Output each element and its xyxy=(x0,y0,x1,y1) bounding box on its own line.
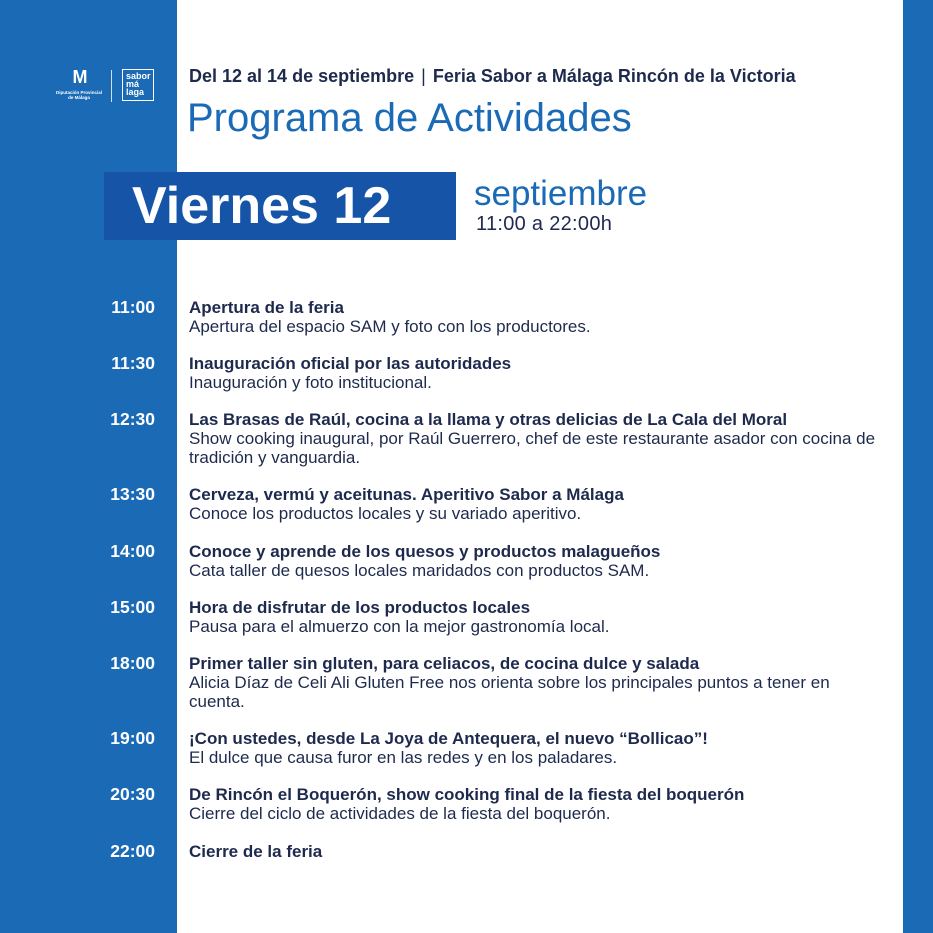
schedule-item xyxy=(189,410,889,467)
schedule-item xyxy=(189,354,889,392)
event-dates: Del 12 al 14 de septiembre xyxy=(189,66,415,86)
schedule-item-title: Conoce y aprende de los quesos y productos malagueños xyxy=(189,542,661,561)
schedule-item xyxy=(189,842,889,861)
schedule-time: 20:30 xyxy=(110,784,155,804)
schedule-item-title: ¡Con ustedes, desde La Joya de Antequera, el nuevo “Bollicao”! xyxy=(189,729,708,748)
header-separator: | xyxy=(421,66,426,86)
sabor-a-malaga-logo xyxy=(122,69,154,101)
logos xyxy=(54,68,164,108)
schedule-time: 18:00 xyxy=(110,653,155,673)
logo-divider xyxy=(111,70,112,102)
sam-line: laga xyxy=(126,87,145,97)
schedule-item-description: Apertura del espacio SAM y foto con los productores. xyxy=(189,317,591,336)
schedule-item xyxy=(189,785,889,823)
schedule-item xyxy=(189,729,889,767)
schedule-item xyxy=(189,542,889,580)
schedule-time: 19:00 xyxy=(110,728,155,748)
schedule-time: 15:00 xyxy=(110,597,155,617)
schedule-item-description: El dulce que causa furor en las redes y en los paladares. xyxy=(189,748,618,767)
schedule-item-description: Cierre del ciclo de actividades de la fiesta del boquerón. xyxy=(189,804,611,823)
schedule-item xyxy=(189,298,889,336)
right-blue-band xyxy=(903,0,933,933)
program-title: Programa de Actividades xyxy=(187,96,632,140)
schedule-item-description: Pausa para el almuerzo con la mejor gastronomía local. xyxy=(189,617,610,636)
schedule-time: 11:00 xyxy=(111,297,155,317)
schedule-item xyxy=(189,598,889,636)
schedule-time: 22:00 xyxy=(110,841,155,861)
day-month: septiembre xyxy=(474,174,648,213)
schedule-item-description: Alicia Díaz de Celi Ali Gluten Free nos orienta sobre los principales puntos a tener en cuenta. xyxy=(189,673,830,711)
schedule-time: 13:30 xyxy=(110,484,155,504)
diputacion-text: Diputación Provincial de Málaga xyxy=(55,90,102,100)
diputacion-mark: M xyxy=(72,67,86,87)
schedule-item-description: Inauguración y foto institucional. xyxy=(189,373,432,392)
diputacion-logo xyxy=(54,68,104,108)
schedule-item-title: Inauguración oficial por las autoridades xyxy=(189,354,512,373)
schedule-item-description: Conoce los productos locales y su variado aperitivo. xyxy=(189,504,582,523)
day-hours: 11:00 a 22:00h xyxy=(476,213,613,235)
schedule-item-title: Las Brasas de Raúl, cocina a la llama y otras delicias de La Cala del Moral xyxy=(189,410,788,429)
schedule-item-title: De Rincón el Boquerón, show cooking final de la fiesta del boquerón xyxy=(189,785,745,804)
schedule-time: 11:30 xyxy=(111,353,155,373)
schedule-item-title: Apertura de la feria xyxy=(189,298,344,317)
sam-line: sabor xyxy=(126,71,151,81)
schedule-item xyxy=(189,654,889,711)
sam-line: má xyxy=(126,79,140,89)
schedule-item-description: Cata taller de quesos locales maridados con productos SAM. xyxy=(189,561,650,580)
event-name: Feria Sabor a Málaga Rincón de la Victoria xyxy=(432,66,796,86)
schedule-item-title: Cierre de la feria xyxy=(189,842,323,861)
schedule-item-title: Primer taller sin gluten, para celiacos, de cocina dulce y salada xyxy=(189,654,700,673)
day-label: Viernes 12 xyxy=(104,172,456,240)
schedule-item-title: Hora de disfrutar de los productos locales xyxy=(189,598,531,617)
schedule-item-description: Show cooking inaugural, por Raúl Guerrero, chef de este restaurante asador con cocina de tradición y vanguardia. xyxy=(189,429,876,467)
header-line xyxy=(189,66,796,87)
schedule-time: 12:30 xyxy=(110,409,155,429)
schedule-time: 14:00 xyxy=(110,541,155,561)
schedule-item-title: Cerveza, vermú y aceitunas. Aperitivo Sabor a Málaga xyxy=(189,485,624,504)
schedule-item xyxy=(189,485,889,523)
